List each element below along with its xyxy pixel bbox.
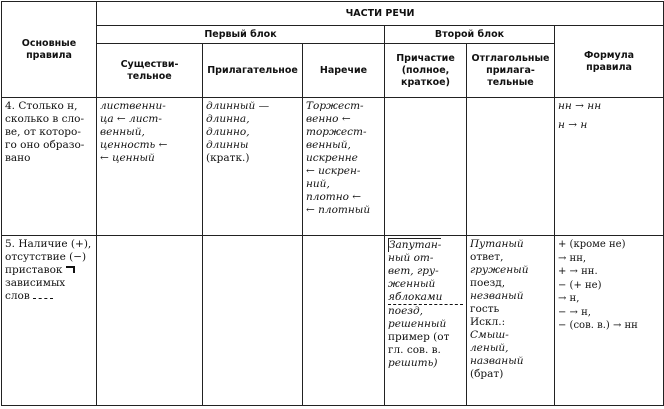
row4-participle	[385, 98, 467, 236]
row4-adverb: Торжест- венно ← торжест- венный, искренне ← искрен- ний, плотно ← ← плотный	[303, 98, 385, 236]
header-block-2: Второй блок	[385, 26, 555, 44]
row5-participle: Запутан- ный от- вет, гру- женный яблоками поезд, решенный пример (от гл. сов. в. решить)	[385, 236, 467, 406]
header-parts-of-speech: ЧАСТИ РЕЧИ	[97, 2, 664, 26]
row4-noun: лиственни- ца ← лист- венный, ценность ← ← ценный	[97, 98, 203, 236]
row5-rule: 5. Наличие (+), отсутствие (−) приставок зависимых слов	[2, 236, 97, 406]
row4-adjective: длинный — длинна, длинно, длинны (кратк.)	[203, 98, 303, 236]
dependent-word-mark-icon	[33, 294, 53, 299]
row4-verbal-adjective	[467, 98, 555, 236]
header-adjective: Прилагательное	[203, 44, 303, 98]
row5-noun	[97, 236, 203, 406]
row5-verbal-adjective: Путаный ответ, груженый поезд, незваный гость Искл.: Смыш- леный, названый (брат)	[467, 236, 555, 406]
row5-adjective	[203, 236, 303, 406]
header-formula: Формула правила	[555, 26, 664, 98]
header-verbal-adjective: Отглагольные прилага- тельные	[467, 44, 555, 98]
row4-rule: 4. Столько н, сколько в сло- ве, от которо- го оно образо- вано	[2, 98, 97, 236]
row5-formula: + (кроме не) → нн, + → нн. − (+ не) → н, − → н, − (сов. в.) → нн	[555, 236, 664, 406]
header-rules: Основные правила	[2, 2, 97, 98]
parts-of-speech-table	[1, 1, 664, 406]
prefix-highlight-icon: Запутан-	[389, 239, 442, 251]
header-block-1: Первый блок	[97, 26, 385, 44]
header-noun: Существи- тельное	[97, 44, 203, 98]
row5-adverb	[303, 236, 385, 406]
prefix-mark-icon	[66, 266, 75, 273]
header-participle: Причастие (полное, краткое)	[385, 44, 467, 98]
row4-formula: нн → нн н → н	[555, 98, 664, 236]
header-adverb: Наречие	[303, 44, 385, 98]
